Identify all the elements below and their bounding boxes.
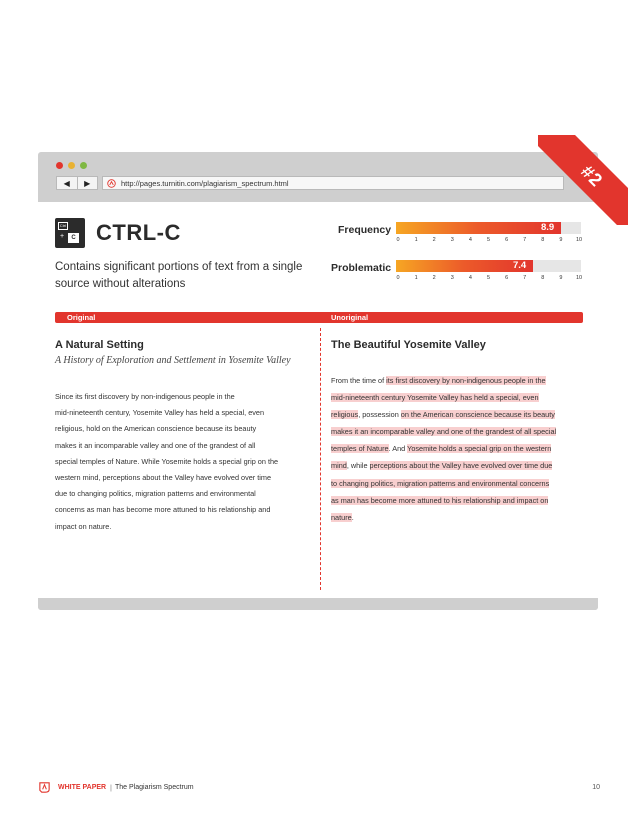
highlighted-text: perceptions about the Valley have evolved over time due xyxy=(369,461,553,471)
turnitin-logo-icon xyxy=(107,179,116,188)
scale-tick: 6 xyxy=(505,275,509,281)
text-line: impact on nature. xyxy=(55,521,112,531)
scale-tick: 9 xyxy=(559,275,563,281)
problematic-value: 7.4 xyxy=(513,260,527,271)
text-line xyxy=(331,475,583,492)
address-url: http://pages.turnitin.com/plagiarism_spectrum.html xyxy=(121,178,289,188)
unoriginal-text xyxy=(331,372,583,526)
ctrl-key: Ctrl xyxy=(59,223,67,228)
problematic-bar xyxy=(396,260,581,272)
text-line xyxy=(331,457,583,474)
footer-separator: | xyxy=(110,783,112,792)
metric-label-frequency: Frequency xyxy=(338,224,392,236)
scale-tick: 9 xyxy=(559,237,563,243)
page-number: 10 xyxy=(592,784,600,791)
highlighted-text: temples of Nature xyxy=(331,444,389,454)
scale-tick: 3 xyxy=(450,275,454,281)
band-unoriginal-label: Unoriginal xyxy=(331,313,369,322)
frequency-value: 8.9 xyxy=(541,222,555,233)
column-divider xyxy=(320,328,321,590)
plain-text: From the time of xyxy=(331,376,387,385)
highlighted-text: Yosemite holds a special grip on the western xyxy=(407,444,552,454)
text-line xyxy=(331,492,583,509)
scale-tick: 3 xyxy=(450,237,454,243)
plain-text: , possession xyxy=(358,410,401,420)
text-line xyxy=(331,372,583,389)
plain-text: . And xyxy=(388,444,408,454)
plain-text: , while xyxy=(346,461,370,471)
ribbon-band xyxy=(538,135,628,225)
scale-tick: 4 xyxy=(468,275,472,281)
band-original-label: Original xyxy=(67,313,96,322)
metric-label-problematic: Problematic xyxy=(331,262,392,274)
section-band xyxy=(55,312,583,323)
highlighted-text: mind xyxy=(331,461,347,471)
text-line xyxy=(331,423,583,440)
footer-brand: WHITE PAPER xyxy=(58,784,107,791)
highlighted-text: on the American conscience because its beauty xyxy=(400,410,555,420)
scale-tick: 7 xyxy=(523,275,527,281)
scale-tick: 1 xyxy=(414,237,418,243)
text-line xyxy=(331,389,583,406)
highlighted-text: religious xyxy=(331,410,359,420)
highlighted-text: mid-nineteenth century Yosemite Valley has held a special, even xyxy=(331,393,539,403)
back-arrow-icon[interactable]: ◀ xyxy=(63,178,70,188)
scale-tick: 0 xyxy=(396,237,400,243)
text-line: religious, hold on the American conscience because its beauty xyxy=(55,424,257,434)
text-line xyxy=(331,406,583,423)
scale-tick: 5 xyxy=(486,237,491,243)
highlighted-text: nature xyxy=(331,512,352,522)
scale-tick: 8 xyxy=(541,275,545,281)
nav-buttons xyxy=(56,176,98,190)
frequency-bar xyxy=(396,222,581,234)
text-line: concerns as man has become more attuned to his relationship and xyxy=(55,505,271,515)
text-line: makes it an incomparable valley and one of the grandest of all xyxy=(55,440,256,450)
scale-tick: 8 xyxy=(541,237,545,243)
text-line: Since its first discovery by non-indigenous people in the xyxy=(55,392,235,401)
maximize-window-dot[interactable] xyxy=(80,162,87,169)
footer xyxy=(38,781,600,795)
scale-tick: 7 xyxy=(523,237,527,243)
close-window-dot[interactable] xyxy=(56,162,63,169)
text-line: due to changing politics, migration patterns and environmental xyxy=(55,489,256,499)
text-line xyxy=(331,509,583,526)
original-text xyxy=(55,389,310,535)
highlighted-text: as man has become more attuned to his relationship and impact on xyxy=(331,495,549,505)
highlighted-text: its first discovery by non-indigenous people in the xyxy=(386,376,546,385)
original-heading: A Natural Setting xyxy=(55,339,144,351)
turnitin-logo-icon xyxy=(38,781,51,794)
scale-tick: 4 xyxy=(468,237,472,243)
corner-ribbon xyxy=(538,135,628,225)
scale-tick: 0 xyxy=(396,275,400,281)
unoriginal-heading: The Beautiful Yosemite Valley xyxy=(331,339,486,351)
address-bar[interactable] xyxy=(102,176,564,190)
scale-tick: 2 xyxy=(432,275,436,281)
scale-tick: 10 xyxy=(575,275,583,281)
scale-tick: 10 xyxy=(575,237,583,243)
text-line: mid-nineteenth century, Yosemite Valley has held a special, even xyxy=(55,408,265,418)
keyboard-ctrl-c-icon xyxy=(55,218,85,248)
footer-doc-title: The Plagiarism Spectrum xyxy=(115,784,194,791)
page-title: CTRL-C xyxy=(96,220,181,245)
ribbon-label: #2 xyxy=(577,160,608,191)
text-line xyxy=(331,440,583,457)
page-subtitle: Contains significant portions of text from a single source without alterations xyxy=(55,261,303,290)
scale-tick: 5 xyxy=(486,275,491,281)
scale-tick: 2 xyxy=(432,237,436,243)
highlighted-text: to changing politics, migration patterns and environmental concerns xyxy=(331,478,550,488)
scale-tick: 1 xyxy=(414,275,418,281)
text-line: special temples of Nature. While Yosemite holds a special grip on the xyxy=(55,456,279,466)
highlighted-text: makes it an incomparable valley and one of the grandest of all special xyxy=(331,427,557,437)
scale-tick: 6 xyxy=(505,237,509,243)
browser-chrome xyxy=(38,152,598,202)
frequency-bar-fill xyxy=(396,222,561,234)
browser-bottom-edge xyxy=(38,598,598,610)
plain-text: . xyxy=(351,512,354,522)
c-key: C xyxy=(68,233,79,243)
text-line: western mind, perceptions about the Valley have evolved over time xyxy=(55,473,272,483)
forward-arrow-icon[interactable]: ▶ xyxy=(77,177,98,189)
original-subheading: A History of Exploration and Settlement in Yosemite Valley xyxy=(55,355,291,366)
minimize-window-dot[interactable] xyxy=(68,162,75,169)
plus-icon: + xyxy=(60,233,65,240)
